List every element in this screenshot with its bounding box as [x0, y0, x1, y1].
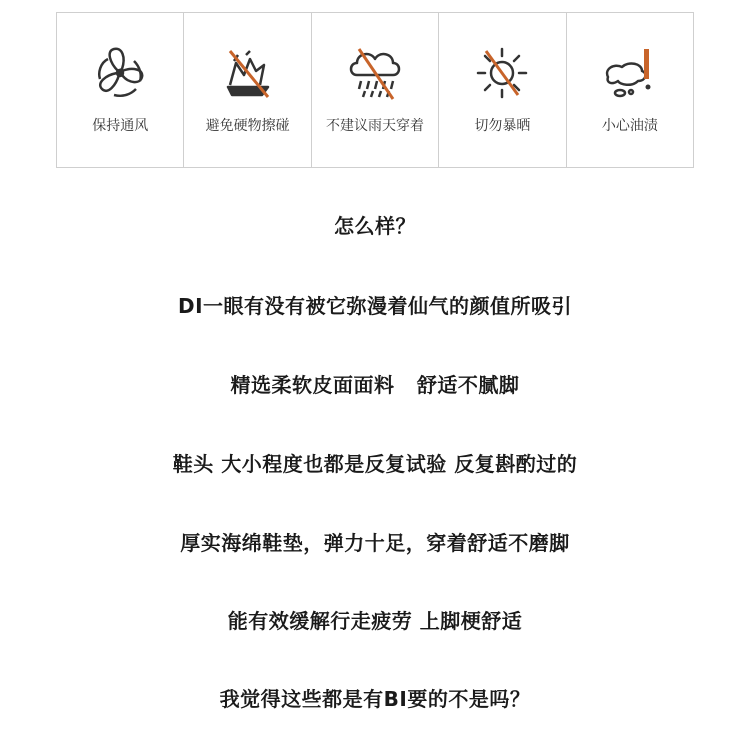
care-item-no-scratch — [184, 13, 311, 167]
care-item-oil-stain — [567, 13, 693, 167]
review-line: 鞋头 大小程度也都是反复试验 反复斟酌过的 — [172, 452, 578, 476]
no-sun-icon — [470, 41, 534, 105]
care-item-label: 不建议雨天穿着 — [326, 118, 425, 134]
review-line: DI一眼有没有被它弥漫着仙气的颜值所吸引 — [177, 294, 573, 318]
fan-icon — [88, 41, 152, 105]
review-line: 怎么样？ — [334, 214, 416, 238]
oil-stain-icon — [598, 41, 662, 105]
care-item-label: 避免硬物擦碰 — [205, 118, 290, 134]
care-item-no-rain — [312, 13, 439, 167]
care-item-label: 切勿暴晒 — [474, 118, 531, 134]
no-rain-icon — [343, 41, 407, 105]
review-line: 厚实海绵鞋垫，弹力十足，穿着舒适不磨脚 — [180, 531, 570, 555]
care-item-label: 小心油渍 — [601, 118, 658, 134]
review-line: 我觉得这些都是有BI要的不是吗？ — [219, 687, 531, 711]
review-line: 能有效缓解行走疲劳 上脚梗舒适 — [227, 609, 523, 633]
review-line: 精选柔软皮面面料 舒适不腻脚 — [230, 373, 520, 397]
care-instructions-panel — [56, 12, 694, 168]
care-item-no-sun — [439, 13, 566, 167]
care-item-ventilation — [57, 13, 184, 167]
no-scratch-icon — [216, 41, 280, 105]
care-item-label: 保持通风 — [92, 118, 149, 134]
